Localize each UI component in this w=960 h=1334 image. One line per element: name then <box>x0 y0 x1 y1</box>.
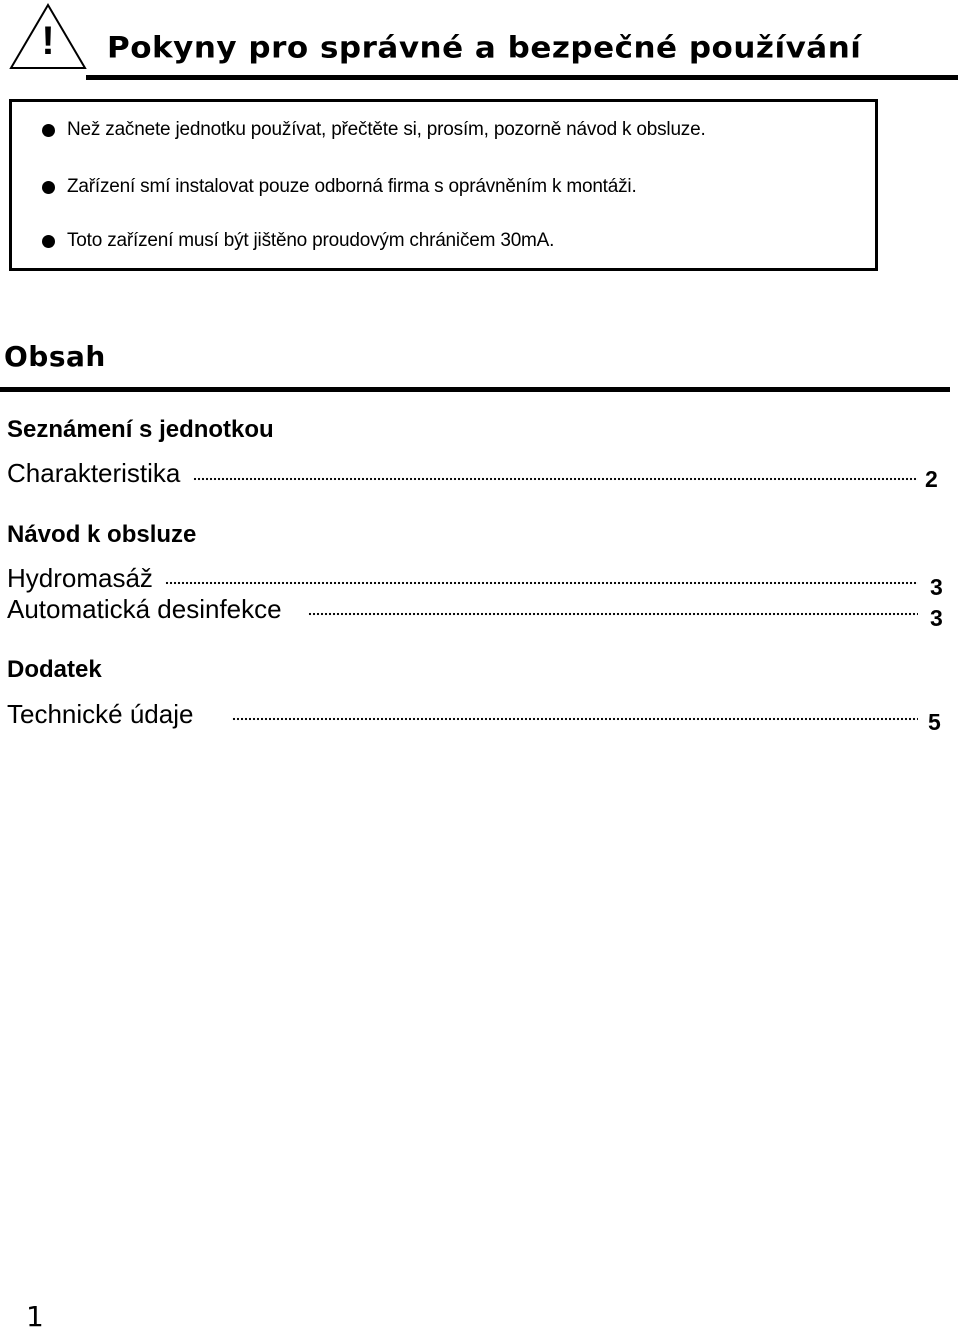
toc-page-number: 3 <box>930 605 943 631</box>
section-heading: Seznámení s jednotkou <box>7 416 274 443</box>
toc-entry-label: Automatická desinfekce <box>7 594 282 624</box>
bullet-icon <box>42 124 55 137</box>
toc-page-number: 2 <box>925 466 938 492</box>
page-number: 1 <box>26 1300 44 1333</box>
toc-leader-dots <box>232 714 918 724</box>
contents-divider <box>0 387 950 392</box>
safety-item-text: Toto zařízení musí být jištěno proudovým chráničem 30mA. <box>67 230 555 251</box>
contents-title: Obsah <box>4 340 106 373</box>
toc-leader-dots <box>308 609 918 619</box>
toc-page-number: 3 <box>930 574 943 600</box>
section-heading: Návod k obsluze <box>7 521 197 548</box>
toc-leader-dots <box>193 474 918 484</box>
safety-item <box>42 230 554 252</box>
warning-triangle-icon <box>8 2 88 72</box>
bullet-icon <box>42 181 55 194</box>
toc-leader-dots <box>165 578 918 588</box>
warning-symbol: ! <box>41 19 55 63</box>
toc-entry-label: Hydromasáž <box>7 563 153 593</box>
title-divider <box>86 75 958 80</box>
toc-page-number: 5 <box>928 709 941 735</box>
safety-notice-box <box>9 99 878 271</box>
bullet-icon <box>42 235 55 248</box>
toc-entry-label: Technické údaje <box>7 699 194 729</box>
safety-item-text: Než začnete jednotku používat, přečtěte si, prosím, pozorně návod k obsluze. <box>67 119 706 140</box>
page-title: Pokyny pro správné a bezpečné používání <box>107 30 862 66</box>
safety-item <box>42 176 637 198</box>
safety-item-text: Zařízení smí instalovat pouze odborná firma s oprávněním k montáži. <box>67 176 637 197</box>
safety-item <box>42 119 706 141</box>
toc-entry-label: Charakteristika <box>7 458 181 488</box>
section-heading: Dodatek <box>7 656 102 683</box>
